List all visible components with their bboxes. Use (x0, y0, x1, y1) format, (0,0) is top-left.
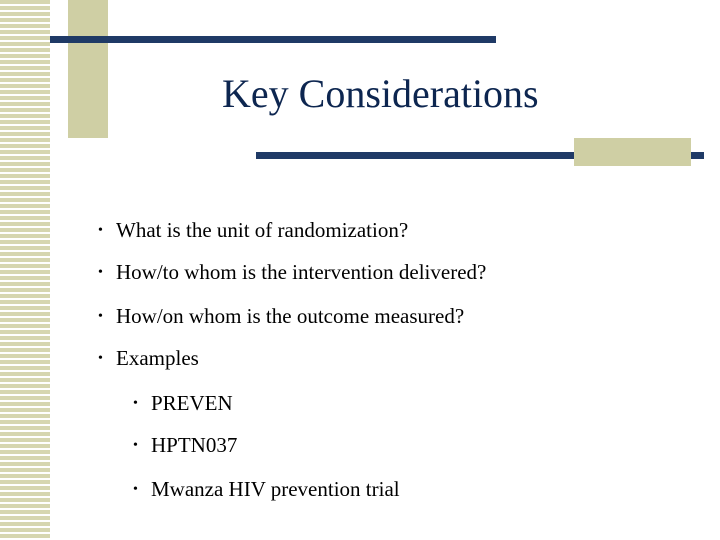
bullet-text: How/on whom is the outcome measured? (116, 304, 465, 328)
bullet-item (98, 345, 199, 372)
bullet-dot-icon: • (98, 351, 103, 366)
sub-bullet-text: Mwanza HIV prevention trial (151, 477, 400, 501)
sub-bullet-text: PREVEN (151, 391, 233, 415)
sub-bullet-text: HPTN037 (151, 433, 238, 457)
bullet-dot-icon: • (98, 265, 103, 280)
bullet-item (98, 259, 486, 286)
sub-bullet-item (133, 390, 233, 417)
bullet-item (98, 303, 464, 330)
sub-bullet-item (133, 476, 400, 503)
slide-title: Key Considerations (222, 71, 539, 116)
navy-rule-top (50, 36, 496, 43)
tan-accent-block-bottom (574, 138, 691, 166)
bullet-item (98, 217, 408, 244)
bullet-text: Examples (116, 346, 199, 370)
bullet-text: How/to whom is the intervention delivered? (116, 260, 487, 284)
bullet-dot-icon: • (98, 223, 103, 238)
bullet-text: What is the unit of randomization? (116, 218, 409, 242)
sub-bullet-item (133, 432, 237, 459)
bullet-dot-icon: • (98, 309, 103, 324)
bullet-dot-icon: • (133, 438, 138, 453)
bullet-dot-icon: • (133, 396, 138, 411)
bullet-dot-icon: • (133, 482, 138, 497)
striped-side-decoration (0, 0, 50, 540)
tan-accent-block-top (68, 0, 108, 138)
